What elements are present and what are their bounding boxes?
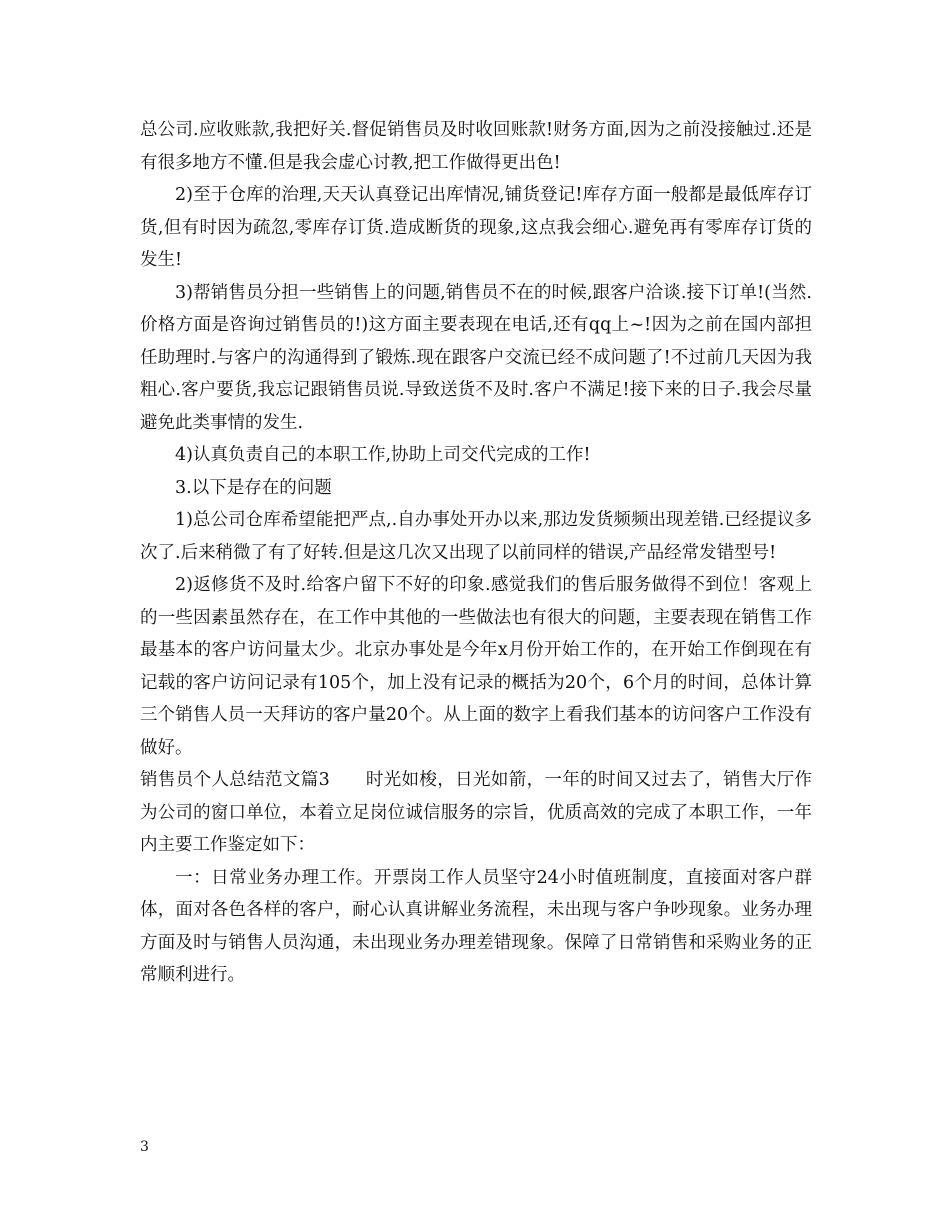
paragraph-7: 2)返修货不及时.给客户留下不好的印象.感觉我们的售后服务做得不到位！客观上的一些因素虽然存在，在工作中其他的一些做法也有很大的问题，主要表现在销售工作最基本的客户访问量太少。北京办事处是今年x月份开始工作的，在开始工作倒现在有记载的客户访问记录有105个，加上没有记录的概括为20个，6个月的时间，总体计算三个销售人员一天拜访的客户量20个。从上面的数字上看我们基本的访问客户工作没有做好。 xyxy=(140,575,812,758)
section-heading-issues: 3.以下是存在的问题 xyxy=(175,477,332,498)
paragraph-4: 4)认真负责自己的本职工作,协助上司交代完成的工作! xyxy=(175,445,591,465)
document-body xyxy=(140,114,812,992)
article-title-paragraph: 销售员个人总结范文篇3 时光如梭，日光如箭，一年的时间又过去了，销售大厅作为公司的窗口单位，本着立足岗位诚信服务的宗旨，优质高效的完成了本职工作，一年内主要工作鉴定如下： xyxy=(140,770,812,855)
paragraph-2: 2)至于仓库的治理,天天认真登记出库情况,铺货登记!库存方面一般都是最低库存订货,但有时因为疏忽,零库存订货.造成断货的现象,这点我会细心.避免再有零库存订货的发生! xyxy=(140,185,812,270)
page-number: 3 xyxy=(140,1139,149,1155)
paragraph-1: 总公司.应收账款,我把好关.督促销售员及时收回账款!财务方面,因为之前没接触过.还是有很多地方不懂.但是我会虚心讨教,把工作做得更出色! xyxy=(140,120,812,173)
paragraph-9: 一：日常业务办理工作。开票岗工作人员坚守24小时值班制度，直接面对客户群体，面对各色各样的客户，耐心认真讲解业务流程，未出现与客户争吵现象。业务办理方面及时与销售人员沟通，未出现业务办理差错现象。保障了日常销售和采购业务的正常顺利进行。 xyxy=(140,867,812,985)
paragraph-6: 1)总公司仓库希望能把严点,.自办事处开办以来,那边发货频频出现差错.已经提议多次了.后来稍微了有了好转.但是这几次又出现了以前同样的错误,产品经常发错型号! xyxy=(140,510,812,563)
paragraph-3: 3)帮销售员分担一些销售上的问题,销售员不在的时候,跟客户洽谈.接下订单!(当然.价格方面是咨询过销售员的!)这方面主要表现在电话,还有qq上~!因为之前在国内部担任助理时.与客户的沟通得到了锻炼.现在跟客户交流已经不成问题了!不过前几天因为我粗心.客户要货,我忘记跟销售员说.导致送货不及时.客户不满足!接下来的日子.我会尽量避免此类事情的发生. xyxy=(140,282,812,433)
